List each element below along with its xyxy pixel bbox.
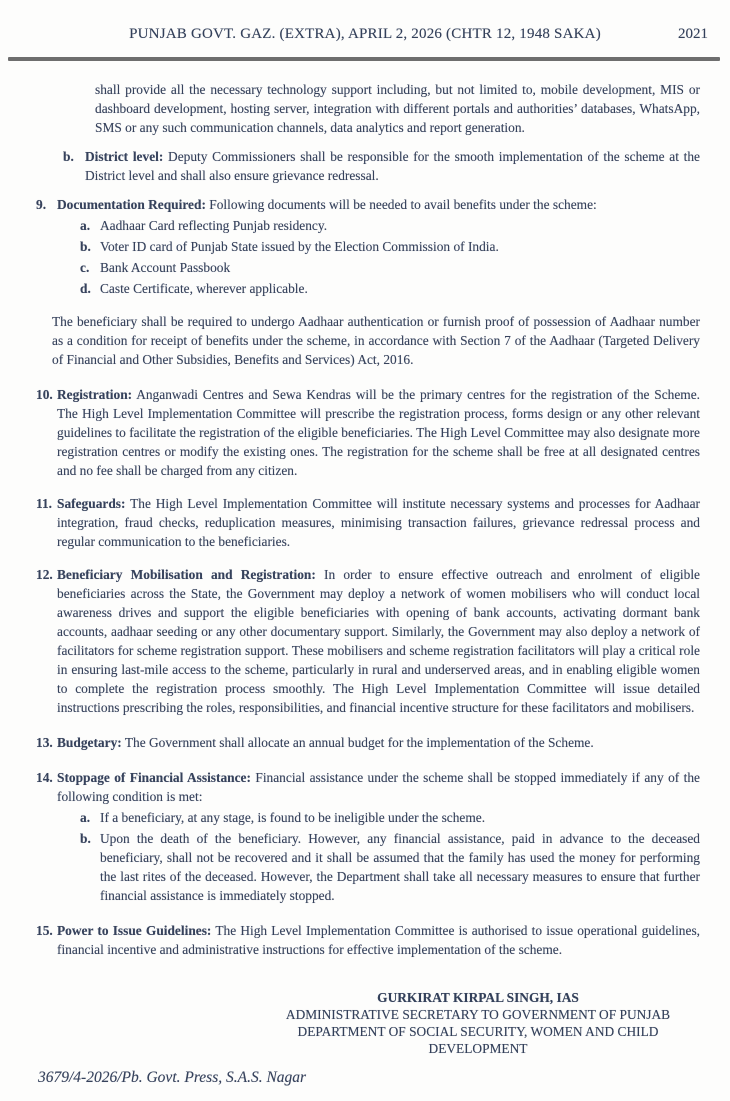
page-header [0, 0, 730, 48]
item-label: Budgetary: [57, 735, 122, 750]
item-text: In order to ensure effective outreach and enrolment of eligible beneficiaries across the State, the Government may deploy a network of women mobilisers who will conduct local awareness drives and support the eligible beneficiaries with opening of bank accounts, activating dormant bank accounts, aadhaar seeding or any other documentary support. Similarly, the Government may also deploy a network of facilitators for scheme registration support. These mobilisers and scheme registration facilitators will play a critical role in ensuring last-mile access to the scheme, particularly in rural and underserved areas, and in enabling eligible women to complete the registration process smoothly. The High Level Implementation Committee will issue detailed instructions prescribing the roles, responsibilities, and financial incentive structure for these facilitators and mobilisers. [57, 567, 700, 715]
list-marker: b. [63, 149, 74, 164]
list-marker: b. [80, 239, 91, 254]
item-label: Documentation Required: [57, 197, 206, 212]
signatory-title-line: ADMINISTRATIVE SECRETARY TO GOVERNMENT OF PUNJAB [285, 1007, 671, 1022]
item-text: If a beneficiary, at any stage, is found to be ineligible under the scheme. [100, 810, 486, 825]
item-text: Anganwadi Centres and Sewa Kendras will be the primary centres for the registration of the Scheme. The High Level Implementation Committee will prescribe the registration process, forms design or any other relevant guidelines to facilitate the registration of the eligible beneficiaries. The High Level Committee may also designate more registration centres or modify the existing ones. The registration for the scheme shall be free at all designated centres and no fee shall be charged from any citizen. [57, 387, 700, 478]
list-item [80, 808, 700, 827]
item-number: 12. [36, 567, 53, 582]
list-item [80, 216, 700, 235]
list-item-body [57, 921, 700, 959]
numbered-item-15-power-to-issue-guidelines [36, 921, 700, 959]
item-text: The High Level Implementation Committee will institute necessary systems and processes for Aadhaar integration, fraud checks, reduplication measures, minimising transaction failures, grievance redressal process and regular communication to the beneficiaries. [57, 496, 700, 549]
list-marker: a. [80, 218, 91, 233]
item-label: District level: [85, 149, 164, 164]
document-body [0, 61, 730, 1057]
numbered-item-12-beneficiary-mobilisation [36, 565, 700, 717]
list-item-district-level [63, 147, 700, 185]
item-text: Following documents will be needed to avail benefits under the scheme: [209, 197, 597, 212]
list-marker: c. [80, 260, 90, 275]
numbered-item-10-registration [36, 385, 700, 480]
item-text: Bank Account Passbook [100, 260, 231, 275]
item-label: Beneficiary Mobilisation and Registration: [57, 567, 316, 582]
item-label: Safeguards: [57, 496, 126, 511]
list-marker: b. [80, 831, 91, 846]
list-item-body [57, 565, 700, 717]
numbered-item-14-stoppage [36, 768, 700, 905]
page-number: 2021 [678, 26, 708, 42]
list-item-body [57, 494, 700, 551]
item-number: 15. [36, 923, 53, 938]
item-label: Stoppage of Financial Assistance: [57, 770, 251, 785]
list-item-body [57, 733, 700, 752]
signatory-name: GURKIRAT KIRPAL SINGH, IAS [377, 990, 579, 1005]
item-text: Voter ID card of Punjab State issued by the Election Commission of India. [100, 239, 499, 254]
list-item-body [57, 768, 700, 905]
paragraph-technology-support: shall provide all the necessary technology support including, but not limited to, mobile development, MIS or dashboard development, hosting server, integration with different portals and authorities’ databases, WhatsApp, SMS or any such communication channels, data analytics and report generation. [95, 82, 700, 135]
item-number: 14. [36, 770, 53, 785]
item-number: 10. [36, 387, 53, 402]
signatory-department-line: DEVELOPMENT [428, 1041, 528, 1056]
signature-block [238, 989, 718, 1057]
item-label: Registration: [57, 387, 133, 402]
gazette-header-title: PUNJAB GOVT. GAZ. (EXTRA), APRIL 2, 2026 (CHTR 12, 1948 SAKA) [129, 26, 601, 42]
list-item-body [57, 385, 700, 480]
list-item [80, 258, 700, 277]
item-label: Power to Issue Guidelines: [57, 923, 212, 938]
list-marker: a. [80, 810, 91, 825]
item-number: 9. [36, 197, 47, 212]
list-item [80, 237, 700, 256]
item-text: Deputy Commissioners shall be responsible for the smooth implementation of the scheme at the District level and shall also ensure grievance redressal. [85, 149, 701, 183]
signatory-department-line: DEPARTMENT OF SOCIAL SECURITY, WOMEN AND CHILD [297, 1024, 659, 1039]
item-text: Caste Certificate, wherever applicable. [100, 281, 308, 296]
item-text: Aadhaar Card reflecting Punjab residency. [100, 218, 328, 233]
numbered-item-13-budgetary [36, 733, 700, 752]
press-imprint: 3679/4-2026/Pb. Govt. Press, S.A.S. Nagar [38, 1069, 307, 1086]
list-item [80, 829, 700, 905]
numbered-item-11-safeguards [36, 494, 700, 551]
list-marker: d. [80, 281, 91, 296]
item-text: Financial assistance under the scheme shall be stopped immediately if any of the following condition is met: [57, 770, 700, 804]
sub-list [57, 216, 700, 298]
list-item-body [85, 147, 700, 185]
sub-list [57, 808, 700, 905]
paragraph-aadhaar-authentication: The beneficiary shall be required to undergo Aadhaar authentication or furnish proof of possession of Aadhaar number as a condition for receipt of benefits under the scheme, in accordance with Section 7 of the Aadhaar (Targeted Delivery of Financial and Other Subsidies, Benefits and Services) Act, 2016. [52, 314, 700, 367]
list-item [80, 279, 700, 298]
item-text: Upon the death of the beneficiary. However, any financial assistance, paid in advance to the deceased beneficiary, shall not be recovered and it shall be assumed that the family has used the money for performing the last rites of the deceased. However, the Department shall take all necessary measures to ensure that further financial assistance is immediately stopped. [100, 831, 700, 903]
list-item-body [57, 195, 700, 298]
item-number: 13. [36, 735, 53, 750]
numbered-item-9-documentation [36, 195, 700, 298]
item-number: 11. [36, 496, 52, 511]
item-text: The Government shall allocate an annual budget for the implementation of the Scheme. [124, 735, 594, 750]
item-text: The High Level Implementation Committee is authorised to issue operational guidelines, financial incentive and administrative instructions for effective implementation of the scheme. [57, 923, 701, 957]
